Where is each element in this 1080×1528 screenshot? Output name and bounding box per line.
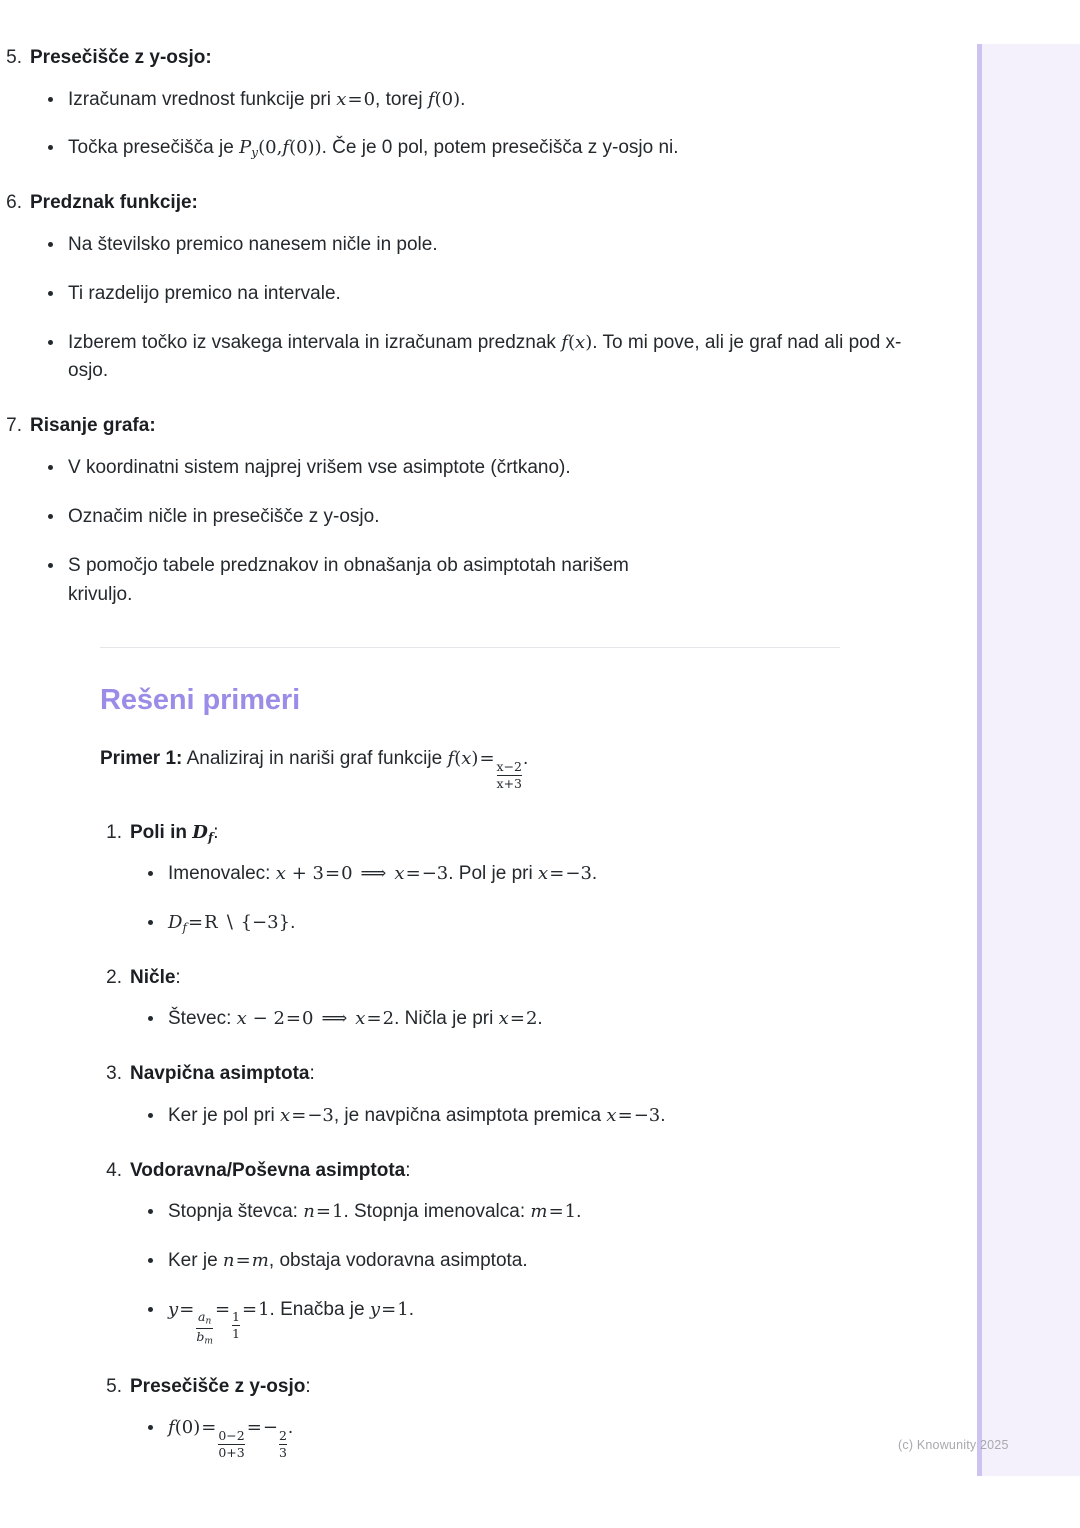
step-heading xyxy=(100,1373,940,1401)
math-minus-3: −3 xyxy=(307,1104,334,1126)
math-R: R xyxy=(204,912,218,934)
example-step-3 xyxy=(100,1060,940,1130)
math-one: 1 xyxy=(397,1299,409,1321)
fraction-numerator: 2 xyxy=(278,1427,287,1443)
example-5-bullets xyxy=(100,1414,940,1459)
math-x: x xyxy=(275,863,286,885)
step-5-bullets xyxy=(0,86,940,164)
step-title xyxy=(130,1373,311,1401)
text-fragment: . Enačba je xyxy=(269,1299,370,1321)
bullet-dot-icon xyxy=(148,1425,153,1430)
fraction-numerator: 1 xyxy=(232,1309,240,1325)
step-heading xyxy=(100,1157,940,1185)
bullet-dot-icon xyxy=(148,1113,153,1118)
step-number: 5. xyxy=(6,47,22,68)
fraction-2-over-3 xyxy=(279,1429,287,1460)
title-text: Navpična asimptota xyxy=(130,1063,310,1085)
bullet-dot-icon xyxy=(148,1258,153,1263)
title-text: Presečišče z y-osjo xyxy=(130,1375,306,1397)
procedure-step-7 xyxy=(0,412,940,609)
step-heading xyxy=(0,412,940,440)
math-f: f xyxy=(427,88,435,110)
right-side-panel xyxy=(977,44,1080,1476)
fraction-denominator: x+3 xyxy=(496,775,523,791)
copyright-watermark: (c) Knowunity 2025 xyxy=(898,1438,1009,1452)
math-two: 2 xyxy=(525,1008,538,1030)
math-equals: = xyxy=(548,1201,564,1223)
list-item xyxy=(100,1247,940,1276)
step-title xyxy=(130,819,219,847)
list-item xyxy=(100,1198,940,1227)
bullet-dot-icon xyxy=(48,514,53,519)
bullet-dot-icon xyxy=(148,1016,153,1021)
step-number: 5. xyxy=(106,1375,122,1397)
title-colon: : xyxy=(213,821,219,843)
math-minus-3: −3 xyxy=(565,863,592,885)
math-equals: = xyxy=(285,1008,301,1030)
math-equals: = xyxy=(617,1104,633,1126)
fraction-one-over-one xyxy=(232,1310,240,1341)
text-fragment: S pomočjo tabele predznakov in obnašanja ob asimptotah narišem krivuljo. xyxy=(68,554,629,605)
bullet-dot-icon xyxy=(148,871,153,876)
math-D-sub-f: $D_f$ xyxy=(168,912,188,935)
fraction-denominator: 1 xyxy=(232,1326,240,1342)
text-fragment: . xyxy=(660,1104,666,1126)
math-plus-3: + 3 xyxy=(286,863,324,885)
text-fragment: Izračunam vrednost funkcije pri xyxy=(68,88,337,110)
text-fragment: . Stopnja imenovalca: xyxy=(343,1201,531,1223)
list-item xyxy=(100,1005,940,1034)
math-equals: = xyxy=(246,1417,262,1439)
math-arg-x: (x) xyxy=(454,748,479,770)
math-equals: = xyxy=(324,863,341,885)
bullet-dot-icon xyxy=(48,97,53,102)
math-arg: (0) xyxy=(434,88,461,110)
example-step-2 xyxy=(100,964,940,1034)
math-equals: = xyxy=(315,1201,331,1223)
text-fragment: , torej xyxy=(375,88,428,110)
math-D-sub-f: $D_f$ xyxy=(192,821,214,844)
step-heading xyxy=(0,44,940,72)
math-minus-3: −3 xyxy=(421,863,449,885)
math-equals: = xyxy=(179,1299,195,1321)
step-7-bullets xyxy=(0,454,940,610)
example-step-1 xyxy=(100,819,940,938)
example-4-bullets xyxy=(100,1198,940,1347)
math-set-minus-3: {−3} xyxy=(240,912,291,934)
math-equals: = xyxy=(188,912,204,934)
step-title xyxy=(130,1060,315,1088)
text-fragment: V koordinatni sistem najprej vrišem vse asimptote (črtkano). xyxy=(68,456,571,478)
bullet-dot-icon xyxy=(148,1307,153,1312)
step-heading xyxy=(0,189,940,217)
title-text: Vodoravna/Poševna asimptota xyxy=(130,1159,406,1181)
example-intro xyxy=(100,745,940,790)
math-P-sub-y: $P_y$ xyxy=(239,137,259,160)
text-fragment: . To mi pove, ali je graf nad ali pod x-osjo. xyxy=(68,331,902,382)
math-x: x xyxy=(355,1008,366,1030)
math-equals: = xyxy=(201,1417,217,1439)
text-fragment: . xyxy=(591,863,598,885)
step-heading xyxy=(100,1060,940,1088)
fraction-denominator: 3 xyxy=(278,1444,287,1460)
list-item xyxy=(0,280,940,309)
text-fragment: . xyxy=(290,912,296,934)
fraction-an-over-bm xyxy=(196,1310,213,1347)
bullet-dot-icon xyxy=(48,340,53,345)
math-equals: = xyxy=(291,1104,307,1126)
math-y: y xyxy=(168,1299,179,1321)
fraction-denominator: 0+3 xyxy=(218,1444,245,1460)
bullet-dot-icon xyxy=(148,1209,153,1214)
procedure-step-6 xyxy=(0,189,940,386)
list-item xyxy=(100,1296,940,1347)
math-m: m xyxy=(251,1250,269,1272)
title-colon: : xyxy=(305,1375,311,1397)
bullet-dot-icon xyxy=(148,920,153,925)
text-fragment: Izberem točko iz vsakega intervala in izračunam predznak xyxy=(68,331,562,353)
text-fragment: . xyxy=(523,748,529,770)
list-item xyxy=(0,329,940,387)
list-item xyxy=(100,860,940,889)
math-f: f xyxy=(447,748,455,770)
text-fragment: . xyxy=(287,1417,294,1439)
example-step-5 xyxy=(100,1373,940,1460)
step-number: 3. xyxy=(106,1063,122,1085)
math-equals: = xyxy=(214,1299,231,1321)
step-number: 6. xyxy=(6,192,22,214)
title-colon: : xyxy=(309,1063,315,1085)
procedure-step-5 xyxy=(0,44,940,163)
text-fragment: Na številsko premico nanesem ničle in pole. xyxy=(68,233,438,255)
implies-arrow-icon: ⟹ xyxy=(321,1008,348,1030)
text-fragment: Označim ničle in presečišče z y-osjo. xyxy=(68,505,380,527)
list-item xyxy=(0,86,940,115)
example-step-4 xyxy=(100,1157,940,1347)
step-title: Risanje grafa: xyxy=(30,415,156,437)
title-colon: : xyxy=(405,1159,411,1181)
set-minus-icon: ∖ xyxy=(217,912,241,934)
math-equals: = xyxy=(241,1299,258,1321)
math-x: x xyxy=(394,863,405,885)
step-number: 4. xyxy=(106,1159,122,1181)
step-heading xyxy=(100,964,940,992)
examples-section xyxy=(0,684,940,1459)
bullet-dot-icon xyxy=(48,465,53,470)
math-f-of-x: f xyxy=(561,331,568,353)
math-zero: 0 xyxy=(341,863,353,885)
fraction-0minus2-over-0plus3 xyxy=(218,1429,244,1460)
step-6-bullets xyxy=(0,231,940,387)
list-item xyxy=(0,503,940,532)
math-equals: = xyxy=(347,88,363,110)
title-colon: : xyxy=(175,966,181,988)
math-open-paren: (0, xyxy=(258,137,283,159)
math-minus-2: − 2 xyxy=(246,1008,285,1030)
math-minus-3: −3 xyxy=(633,1104,661,1126)
text-fragment: Stopnja števca: xyxy=(168,1201,304,1223)
title-text: Poli in xyxy=(130,821,193,843)
implies-arrow-icon: ⟹ xyxy=(360,863,387,885)
math-zero: 0 xyxy=(363,88,376,110)
math-equals: = xyxy=(479,748,495,770)
title-text: Ničle xyxy=(130,966,176,988)
step-title xyxy=(130,1157,411,1185)
math-zero: 0 xyxy=(302,1008,314,1030)
step-title: Predznak funkcije: xyxy=(30,192,198,214)
text-fragment: . xyxy=(408,1299,414,1321)
text-fragment: . Ničla je pri xyxy=(394,1008,499,1030)
example-1-bullets xyxy=(100,860,940,938)
math-x: x xyxy=(606,1104,617,1126)
fraction-numerator: 0−2 xyxy=(218,1427,245,1443)
divider-wrap xyxy=(0,647,940,648)
step-heading xyxy=(100,819,940,847)
fraction-denominator: $b_m$ xyxy=(196,1329,213,1347)
bullet-dot-icon xyxy=(48,563,53,568)
math-n: n xyxy=(303,1201,315,1223)
math-y: y xyxy=(369,1299,381,1321)
math-x: x xyxy=(236,1008,247,1030)
bullet-dot-icon xyxy=(48,291,53,296)
math-x: x xyxy=(574,331,586,353)
math-equals: = xyxy=(549,863,565,885)
text-fragment: . Če je 0 pol, potem presečišča z y-osjo ni. xyxy=(321,137,679,159)
math-one: 1 xyxy=(564,1201,577,1223)
math-equals: = xyxy=(366,1008,382,1030)
section-divider xyxy=(100,647,840,648)
math-equals: = xyxy=(509,1008,525,1030)
list-item xyxy=(100,1414,940,1459)
math-x: x xyxy=(538,863,549,885)
math-n: n xyxy=(222,1250,235,1272)
text-fragment: Imenovalec: xyxy=(168,863,276,885)
example-label: Primer 1: xyxy=(100,748,183,770)
math-m: m xyxy=(530,1201,548,1223)
math-one: 1 xyxy=(332,1201,344,1223)
page-title: Rešeni primeri xyxy=(100,684,301,717)
list-item xyxy=(0,231,940,260)
math-f: f xyxy=(282,137,290,159)
text-fragment: Ker je pol pri xyxy=(168,1104,280,1126)
math-equals: = xyxy=(381,1299,397,1321)
math-paren: ) xyxy=(585,331,593,353)
text-fragment: Točka presečišča je xyxy=(68,137,240,159)
list-item xyxy=(100,909,940,938)
math-x: x xyxy=(336,88,347,110)
step-number: 7. xyxy=(6,415,22,437)
math-two: 2 xyxy=(382,1008,395,1030)
math-equals: = xyxy=(405,863,421,885)
step-number: 1. xyxy=(106,821,122,843)
text-fragment: Števec: xyxy=(168,1008,237,1030)
text-fragment: . xyxy=(537,1008,543,1030)
bullet-dot-icon xyxy=(48,242,53,247)
step-title: Presečišče z y-osjo: xyxy=(30,47,212,68)
example-2-bullets xyxy=(100,1005,940,1034)
list-item xyxy=(0,552,688,610)
list-item xyxy=(100,1102,940,1131)
math-arg-zero: (0) xyxy=(174,1417,201,1439)
math-minus-sign: − xyxy=(262,1417,278,1439)
text-fragment: . xyxy=(460,88,466,110)
math-x: x xyxy=(498,1008,509,1030)
math-close: (0)) xyxy=(289,137,322,159)
text-fragment: . Pol je pri xyxy=(448,863,539,885)
math-one: 1 xyxy=(258,1299,270,1321)
text-fragment: , obstaja vodoravna asimptota. xyxy=(268,1250,528,1272)
list-item xyxy=(0,454,940,483)
bullet-dot-icon xyxy=(48,145,53,150)
fraction-numerator: x−2 xyxy=(496,758,523,774)
text-fragment: Ker je xyxy=(168,1250,223,1272)
example-3-bullets xyxy=(100,1102,940,1131)
text-fragment: . xyxy=(576,1201,582,1223)
list-item xyxy=(0,134,940,163)
text-fragment: Analiziraj in nariši graf funkcije xyxy=(182,748,448,770)
fraction-numerator: $a_n$ xyxy=(198,1309,212,1328)
text-fragment: , je navpična asimptota premica xyxy=(333,1104,607,1126)
math-f: f xyxy=(168,1417,175,1439)
fraction-x-minus-2-over-x-plus-3 xyxy=(497,760,522,791)
step-title xyxy=(130,964,181,992)
step-number: 2. xyxy=(106,966,122,988)
math-x: x xyxy=(279,1104,291,1126)
math-equals: = xyxy=(235,1250,251,1272)
math-paren: ( xyxy=(567,331,575,353)
text-fragment: Ti razdelijo premico na intervale. xyxy=(68,282,341,304)
